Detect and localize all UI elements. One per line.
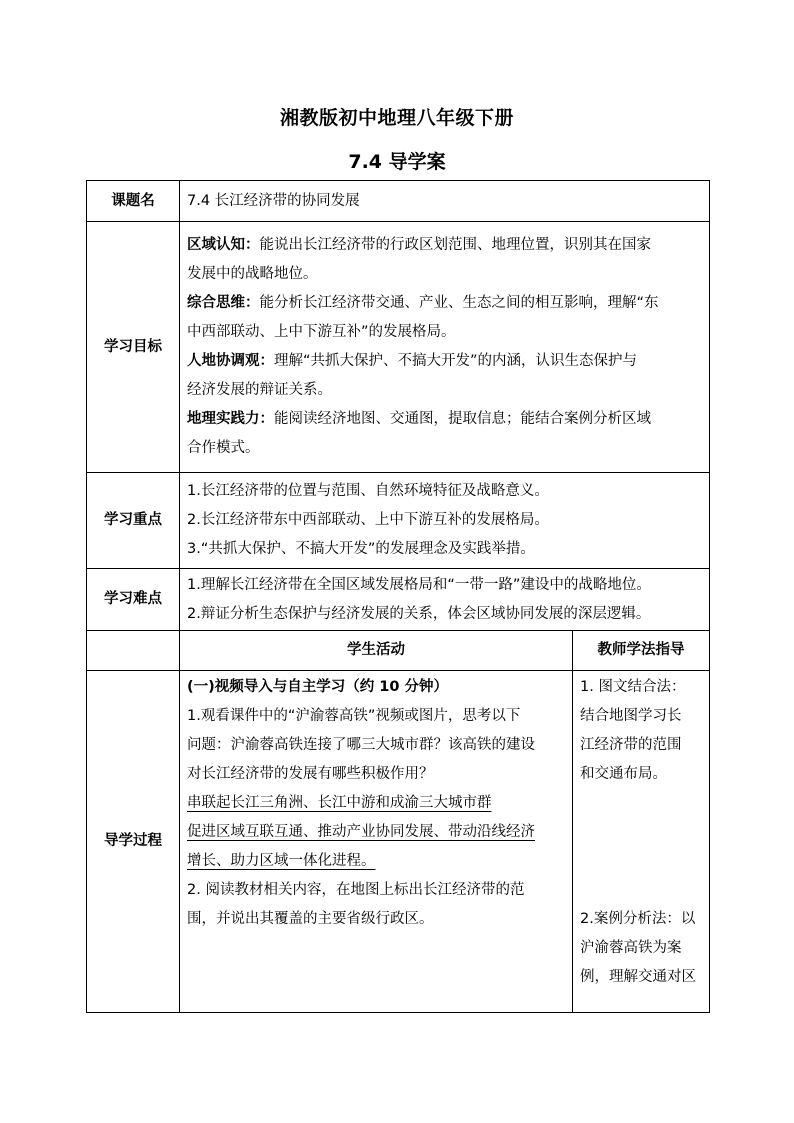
- guidance-line: 结合地图学习长: [580, 708, 682, 724]
- list-item: 1.理解长江经济带在全国区域发展格局和“一带一路”建设中的战略地位。: [187, 576, 651, 593]
- guidance-line: 例，理解交通对区: [580, 969, 696, 985]
- answer-line: 促进区域互联互通、推动产业协同发展、带动沿线经济: [187, 824, 535, 840]
- guidance-line: 1. 图文结合法：: [580, 679, 686, 695]
- process-label: 导学过程: [87, 671, 180, 1013]
- goals-label: 学习目标: [87, 222, 180, 473]
- difficulties-content: [180, 569, 710, 631]
- table-row-process-header: [87, 631, 710, 671]
- guidance-line: 江经济带的范围: [580, 737, 682, 753]
- answer-line: 增长、助力区域一体化进程。: [187, 853, 376, 869]
- document-title: 湘教版初中地理八年级下册: [279, 107, 514, 129]
- table-row-process: [87, 671, 710, 1013]
- question-line: 对长江经济带的发展有哪些积极作用？: [187, 766, 434, 782]
- key-points-content: [180, 473, 710, 569]
- topic-label: 课题名: [87, 181, 180, 222]
- difficulties-label: 学习难点: [87, 569, 180, 631]
- table-row-difficulties: [87, 569, 710, 631]
- list-item: 2.辩证分析生态保护与经济发展的关系，体会区域协同发展的深层逻辑。: [187, 605, 651, 622]
- key-points-label: 学习重点: [87, 473, 180, 569]
- teacher-guidance-content: [573, 671, 710, 1013]
- table-row-key-points: [87, 473, 710, 569]
- list-item: 1.长江经济带的位置与范围、自然环境特征及战略意义。: [187, 483, 549, 499]
- question-line: 问题：沪渝蓉高铁连接了哪三大城市群？该高铁的建设: [187, 737, 535, 753]
- teacher-guidance-header: 教师学法指导: [573, 631, 710, 671]
- list-item: 2.长江经济带东中西部联动、上中下游互补的发展格局。: [187, 512, 549, 528]
- goals-content: [180, 222, 710, 473]
- student-activity-content: [180, 671, 573, 1013]
- guidance-line: 沪渝蓉高铁为案: [580, 940, 682, 956]
- guidance-line: 2.案例分析法：以: [580, 911, 696, 927]
- question-line: 1.观看课件中的“沪渝蓉高铁”视频或图片，思考以下: [187, 708, 521, 724]
- question-line: 2. 阅读教材相关内容，在地图上标出长江经济带的范: [187, 882, 525, 898]
- list-item: 3.“共抓大保护、不搞大开发”的发展理念及实践举措。: [187, 541, 535, 557]
- document-subtitle: 7.4 导学案: [348, 151, 446, 173]
- guidance-line: 和交通布局。: [580, 766, 667, 782]
- table-row-topic: [87, 181, 710, 222]
- goal-item: 综合思维：能分析长江经济带交通、产业、生态之间的相互影响，理解“东: [187, 295, 659, 311]
- question-line: 围，并说出其覆盖的主要省级行政区。: [187, 911, 434, 927]
- goal-item: 人地协调观：理解“共抓大保护、不搞大开发”的内涵，认识生态保护与: [187, 353, 638, 369]
- student-activity-header: 学生活动: [180, 631, 573, 671]
- goal-item-cont: 合作模式。: [187, 440, 260, 456]
- goal-item-cont: 经济发展的辩证关系。: [187, 382, 332, 398]
- topic-value: 7.4 长江经济带的协同发展: [180, 181, 710, 222]
- goal-item-cont: 中西部联动、上中下游互补”的发展格局。: [187, 324, 456, 340]
- goal-item: 地理实践力：能阅读经济地图、交通图，提取信息；能结合案例分析区域: [187, 411, 651, 427]
- section-title: (一)视频导入与自主学习（约 10 分钟）: [187, 679, 449, 695]
- answer-line: 串联起长江三角洲、长江中游和成渝三大城市群: [187, 795, 492, 811]
- empty-cell: [87, 631, 180, 671]
- guide-table: [86, 180, 710, 1013]
- table-row-goals: [87, 222, 710, 473]
- goal-item-cont: 发展中的战略地位。: [187, 266, 318, 282]
- goal-item: 区域认知：能说出长江经济带的行政区划范围、地理位置，识别其在国家: [187, 237, 651, 253]
